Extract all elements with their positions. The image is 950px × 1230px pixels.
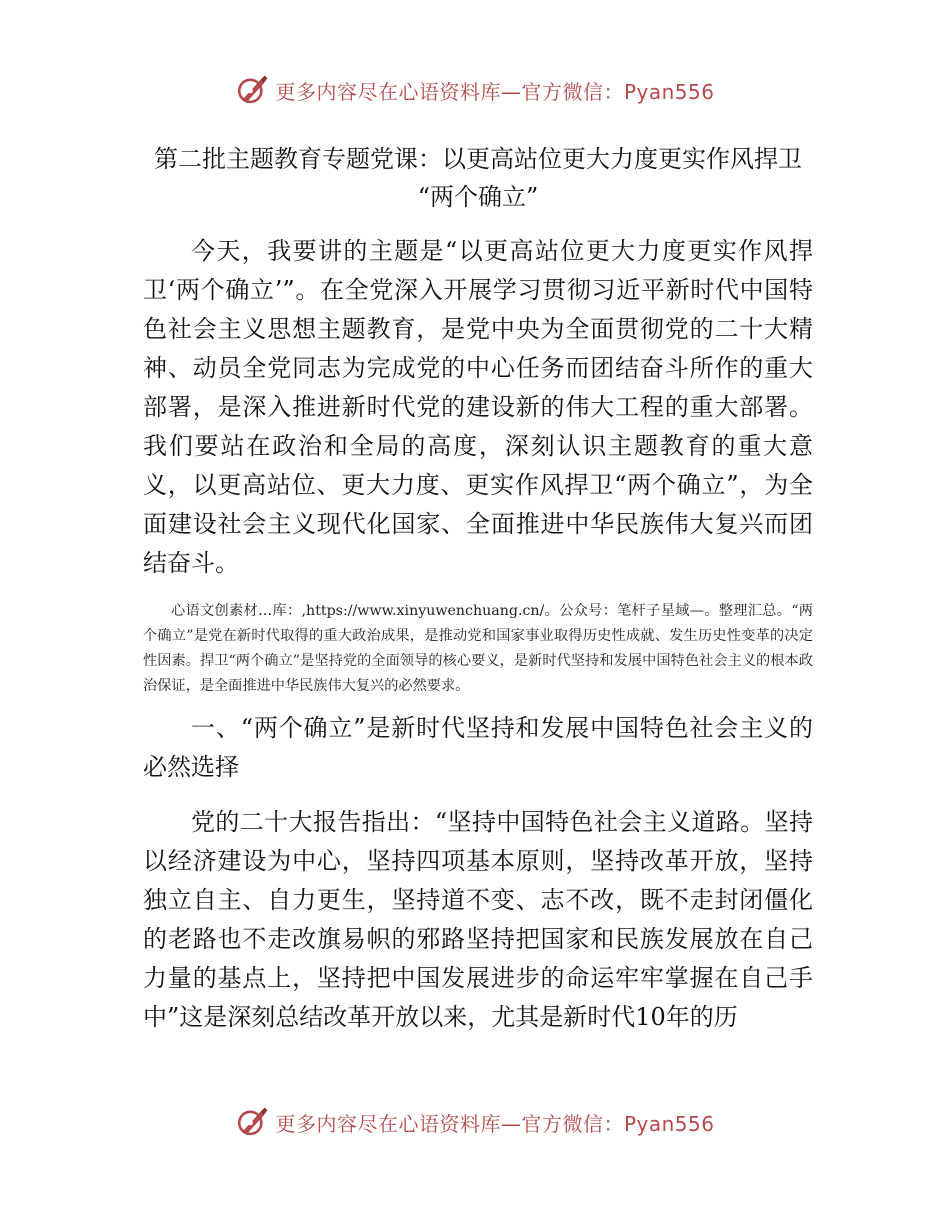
section-1-paragraph: 党的二十大报告指出：“坚持中国特色社会主义道路。坚持以经济建设为中心，坚持四项基本原则，坚持改革开放，坚持独立自主、自力更生，坚持道不变、志不改，既不走封闭僵化的老路也不走改旗易帜的邪路坚持把国家和民族发展放在自己力量的基点上，坚持把中国发展进步的命运牢牢掌握在自己手中”这是深刻总结改革开放以来，尤其是新时代10年的历 bbox=[143, 808, 813, 1031]
pen-logo-icon bbox=[235, 73, 269, 107]
source-note-paragraph: 心语文创素材…库：,https://www.xinyuwenchuang.cn/。公众号：笔杆子星域—。整理汇总。“两个确立”是党在新时代取得的重大政治成果，是推动党和国家事业取得历史性成就、发生历史性变革的决定性因素。捍卫“两个确立”是坚持党的全面领导的核心要义，是新时代坚持和发展中国特色社会主义的根本政治保证，是全面推进中华民族伟大复兴的必然要求。 bbox=[143, 603, 813, 694]
header-banner bbox=[0, 68, 950, 112]
title-line-2: “两个确立” bbox=[417, 183, 539, 211]
title-line-1: 第二批主题教育专题党课：以更高站位更大力度更实作风捍卫 bbox=[154, 145, 802, 173]
banner-text: 更多内容尽在心语资料库—官方微信：Pyan556 bbox=[275, 1111, 715, 1136]
pen-logo-icon bbox=[235, 1105, 269, 1139]
document-body bbox=[143, 140, 813, 1037]
footer-banner bbox=[0, 1100, 950, 1144]
intro-paragraph: 今天，我要讲的主题是“以更高站位更大力度更实作风捍卫‘两个确立’”。在全党深入开展学习贯彻习近平新时代中国特色社会主义思想主题教育，是党中央为全面贯彻党的二十大精神、动员全党同志为完成党的中心任务而团结奋斗所作的重大部署，是深入推进新时代党的建设新的伟大工程的重大部署。我们要站在政治和全局的高度，深刻认识主题教育的重大意义，以更高站位、更大力度、更实作风捍卫“两个确立”，为全面建设社会主义现代化国家、全面推进中华民族伟大复兴而团结奋斗。 bbox=[143, 237, 813, 577]
banner-text: 更多内容尽在心语资料库—官方微信：Pyan556 bbox=[275, 79, 715, 104]
section-1-heading: 一、“两个确立”是新时代坚持和发展中国特色社会主义的必然选择 bbox=[143, 714, 813, 781]
document-title bbox=[143, 140, 813, 216]
